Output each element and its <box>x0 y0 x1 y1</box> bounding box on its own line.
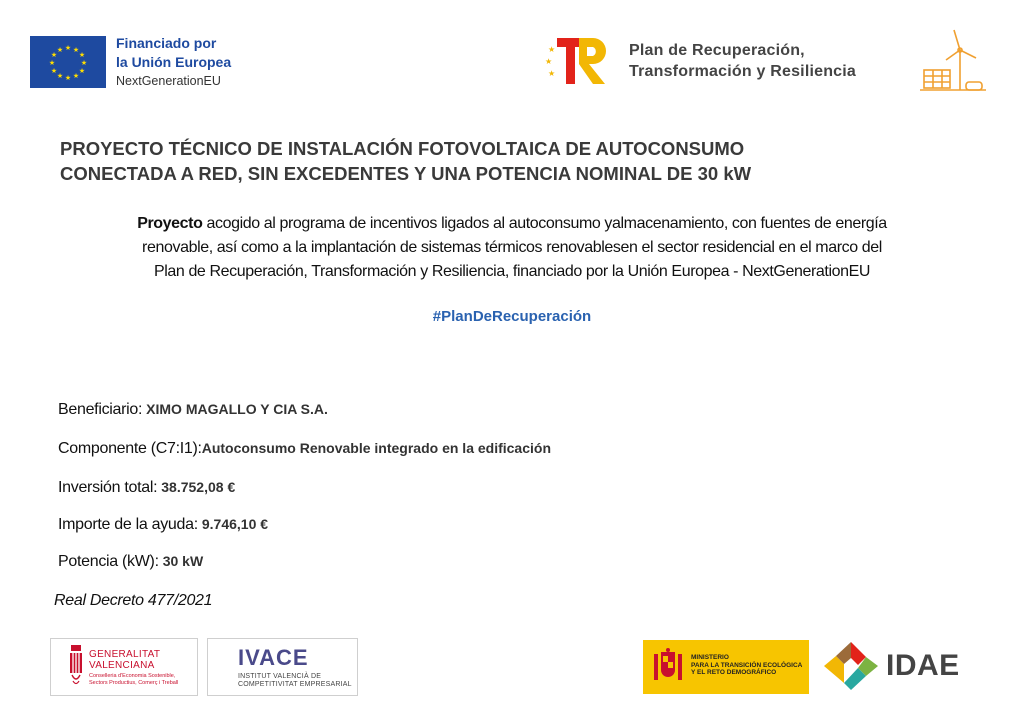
description-line-2: renovable, así como a la implantación de sistemas térmicos renovablesen el sector residencial en el marco del <box>142 239 882 256</box>
importe-row <box>58 516 268 534</box>
inversion-row <box>58 479 235 497</box>
ministerio-line-2: PARA LA TRANSICIÓN ECOLÓGICA <box>691 661 803 669</box>
beneficiario-row <box>58 401 328 419</box>
componente-value: Autoconsumo Renovable integrado en la edificación <box>201 440 551 456</box>
decree-reference: Real Decreto 477/2021 <box>54 592 213 609</box>
prtr-logo <box>545 32 856 90</box>
description-line-3: Plan de Recuperación, Transformación y Resiliencia, financiado por la Unión Europea - NextGenerationEU <box>153 263 871 280</box>
generalitat-logo <box>50 638 198 696</box>
idae-wordmark: IDAE <box>886 649 960 682</box>
wind-solar-icon <box>918 28 988 98</box>
ivace-logo <box>207 638 358 696</box>
title-line-2: CONECTADA A RED, SIN EXCEDENTES Y UNA POTENCIA NOMINAL DE 30 kW <box>60 163 752 184</box>
svg-text:★: ★ <box>72 72 80 80</box>
svg-text:★: ★ <box>78 51 86 59</box>
componente-label: Componente (C7:I1): <box>58 440 202 457</box>
eu-funding-logo <box>30 36 231 90</box>
gv-line-2: VALENCIANA <box>89 660 155 671</box>
idae-logo <box>822 640 960 692</box>
project-description <box>50 212 974 284</box>
ministerio-logo <box>643 640 809 694</box>
eu-flag-icon <box>30 36 106 88</box>
eu-line-2: la Unión Europea <box>116 54 232 70</box>
svg-text:★: ★ <box>72 46 80 54</box>
svg-text:★: ★ <box>64 74 72 82</box>
importe-label: Importe de la ayuda: <box>58 516 198 533</box>
svg-text:★: ★ <box>50 51 58 59</box>
tr-logo-icon <box>545 32 615 90</box>
description-line-1-text: acogido al programa de incentivos ligados al autoconsumo yalmacenamiento, con fuentes de energía <box>202 215 887 232</box>
svg-text:★: ★ <box>56 46 64 54</box>
svg-text:★: ★ <box>80 59 88 67</box>
eu-line-1: Financiado por <box>116 35 217 51</box>
potencia-value: 30 kW <box>162 553 204 569</box>
eu-line-3: NextGenerationEU <box>116 74 221 88</box>
description-lead: Proyecto <box>137 215 203 232</box>
svg-text:★: ★ <box>50 67 58 75</box>
potencia-label: Potencia (kW): <box>58 553 159 570</box>
hashtag: #PlanDeRecuperación <box>432 308 592 325</box>
ministerio-line-3: Y EL RETO DEMOGRÁFICO <box>691 669 777 676</box>
svg-text:★: ★ <box>545 57 553 66</box>
svg-text:★: ★ <box>64 44 72 52</box>
svg-text:★: ★ <box>48 59 56 67</box>
gv-shield-icon <box>69 645 83 687</box>
importe-value: 9.746,10 € <box>201 516 269 532</box>
document-title <box>60 136 940 186</box>
description-line-1 <box>50 212 974 236</box>
gv-line-1: GENERALITAT <box>89 649 161 660</box>
svg-text:★: ★ <box>548 45 556 54</box>
title-line-1: PROYECTO TÉCNICO DE INSTALACIÓN FOTOVOLTAICA DE AUTOCONSUMO <box>60 138 745 159</box>
svg-text:★: ★ <box>56 72 64 80</box>
ivace-mark: IVACE <box>238 645 309 670</box>
componente-row <box>58 440 551 458</box>
potencia-row <box>58 553 203 571</box>
inversion-value: 38.752,08 € <box>161 479 236 495</box>
ministerio-line-1: MINISTERIO <box>691 654 729 661</box>
gv-line-3: Conselleria d'Economia Sostenible, Sectors Productius, Comerç i Treball <box>89 673 179 686</box>
svg-text:★: ★ <box>548 69 556 78</box>
prtr-line-2: Transformación y Resiliencia <box>629 63 857 80</box>
beneficiario-value: XIMO MAGALLO Y CIA S.A. <box>146 401 328 417</box>
beneficiario-label: Beneficiario: <box>58 401 143 418</box>
prtr-line-1: Plan de Recuperación, <box>629 42 805 59</box>
spain-coat-of-arms-icon <box>651 648 685 686</box>
ivace-line-2: COMPETITIVITAT EMPRESARIAL <box>238 681 352 688</box>
idae-mark-icon <box>822 640 880 692</box>
ivace-line-1: INSTITUT VALENCIÀ DE <box>238 673 322 680</box>
inversion-label: Inversión total: <box>58 479 158 496</box>
svg-text:★: ★ <box>78 67 86 75</box>
